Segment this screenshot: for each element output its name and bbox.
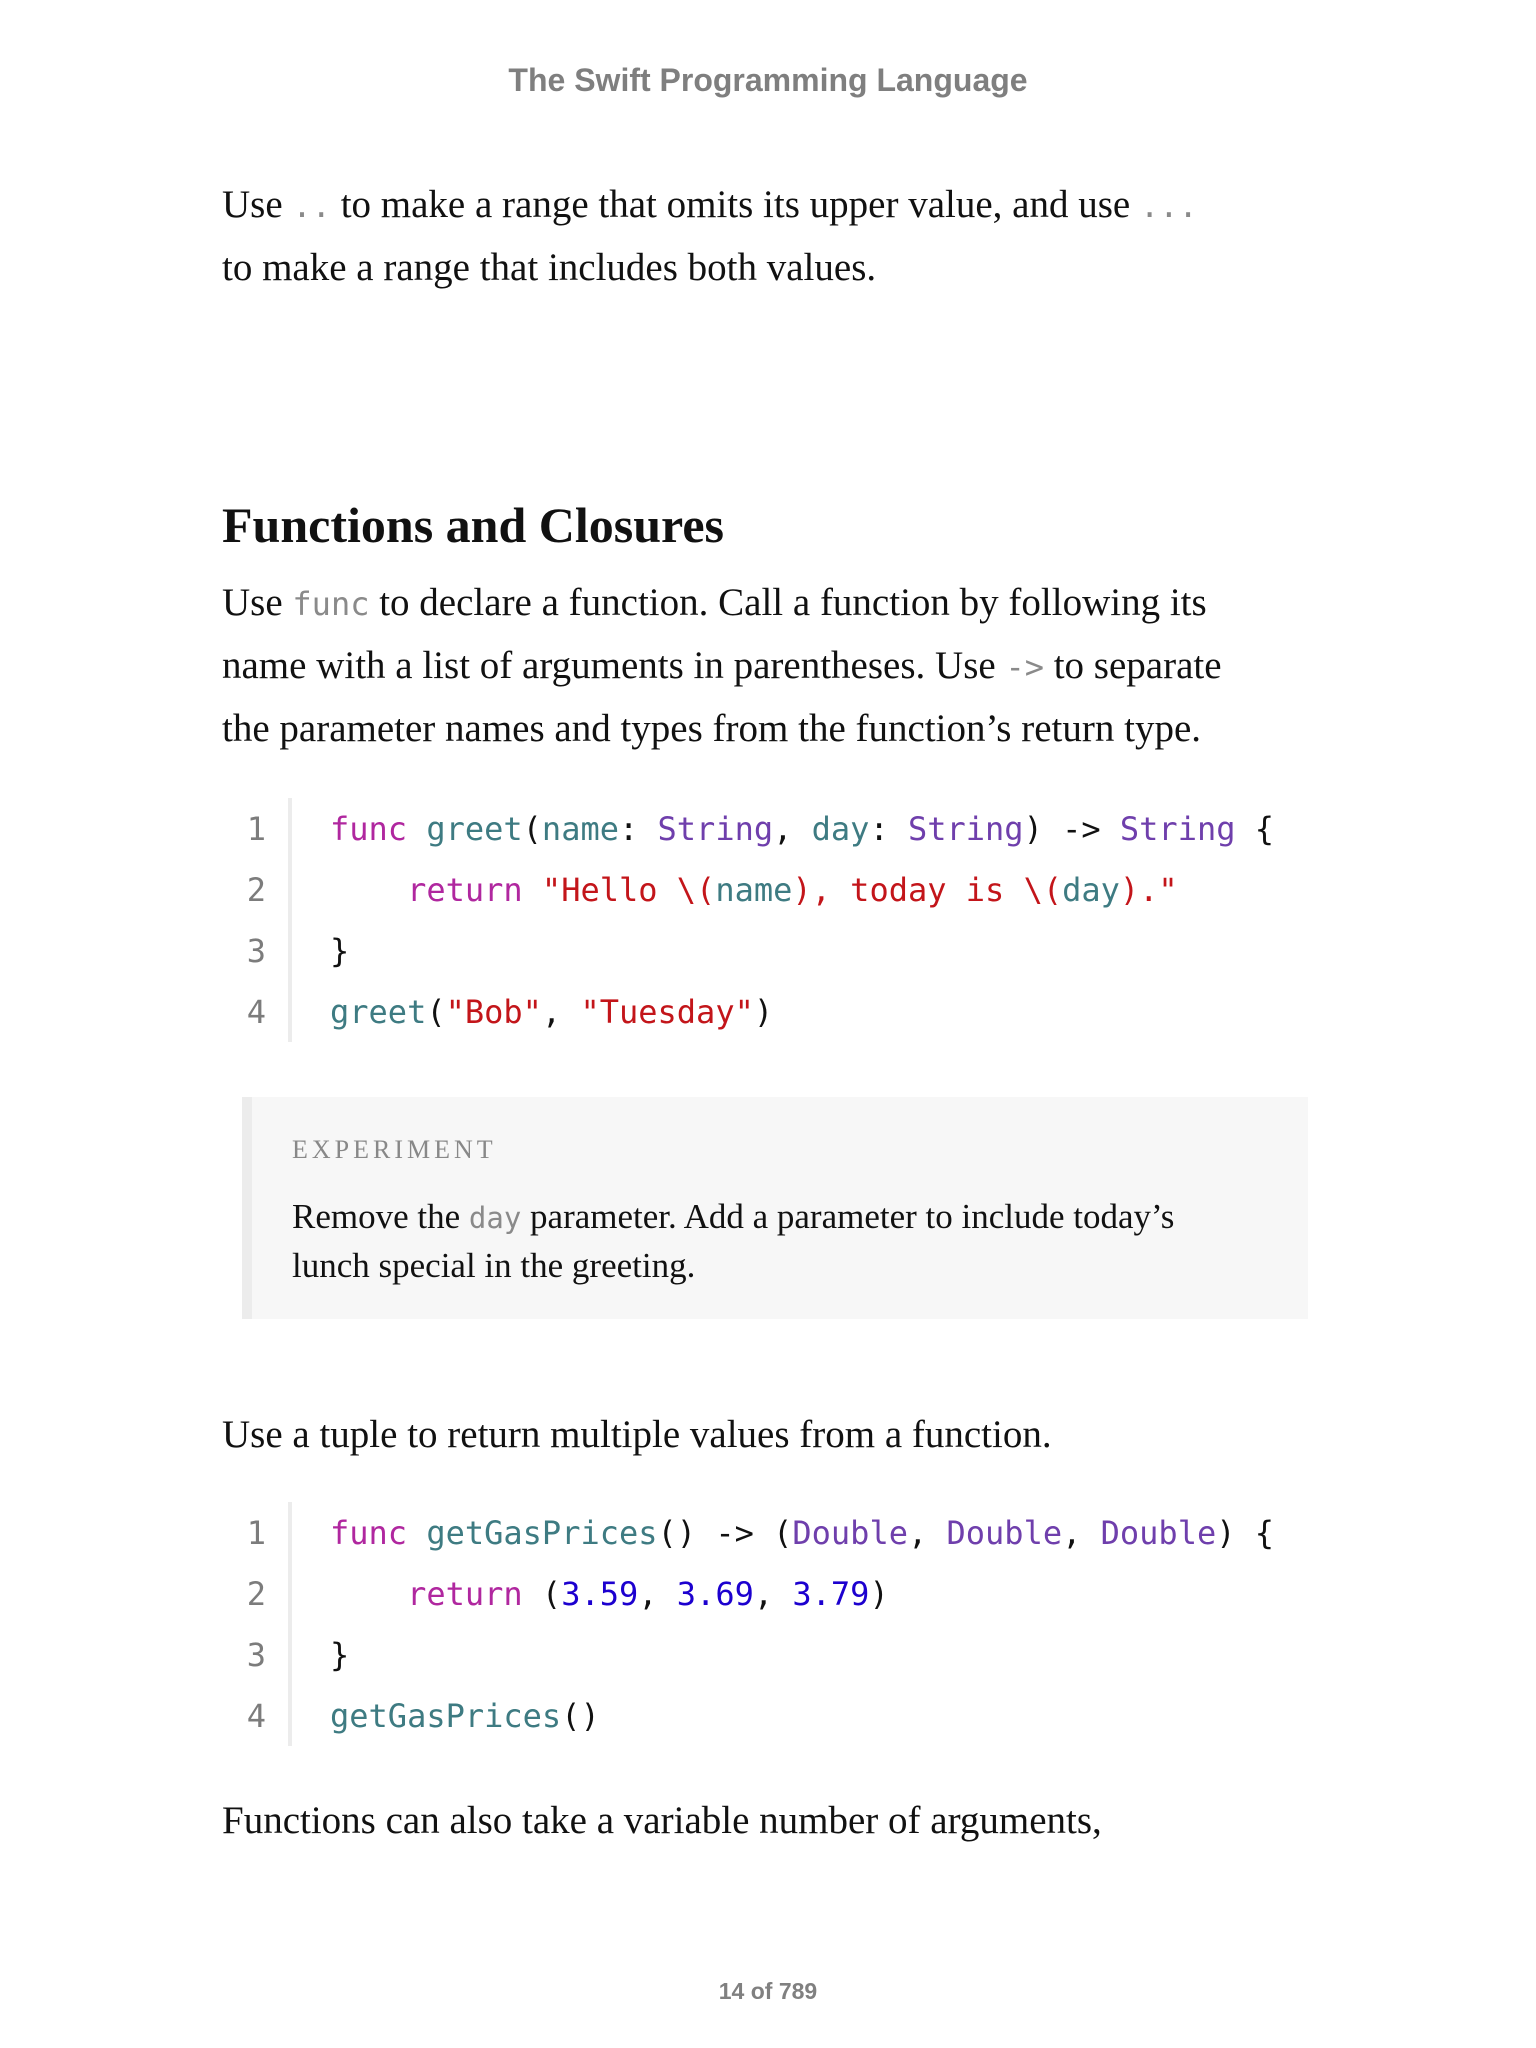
- paragraph-line: to make a range that includes both values.: [222, 246, 877, 289]
- code-text: func getGasPrices() -> (Double, Double, Double) {: [330, 1513, 1275, 1552]
- code-text: return (3.59, 3.69, 3.79): [407, 1574, 889, 1613]
- gutter-divider: [288, 981, 292, 1042]
- line-number: 3: [246, 1635, 266, 1674]
- inline-code: ...: [1139, 187, 1198, 225]
- gutter-divider: [288, 1685, 292, 1746]
- text-span: to separate: [1043, 644, 1222, 687]
- paragraph-variadic: Functions can also take a variable number of arguments,: [222, 1799, 1102, 1842]
- text-span: to make a range that omits its upper value, and use: [330, 183, 1140, 226]
- paragraph-tuple: Use a tuple to return multiple values from a function.: [222, 1413, 1052, 1456]
- code-text: func greet(name: String, day: String) -> String {: [330, 809, 1275, 848]
- paragraph-line: [222, 572, 1342, 635]
- code-line: [222, 981, 1342, 1042]
- code-text: greet("Bob", "Tuesday"): [330, 992, 774, 1031]
- paragraph-line: [222, 174, 1342, 237]
- gutter-divider: [288, 859, 292, 920]
- inline-code: ->: [1005, 648, 1044, 686]
- paragraph-functions-intro: [222, 572, 1342, 759]
- code-text: return "Hello \(name), today is \(day).": [407, 870, 1178, 909]
- code-text: }: [330, 1635, 350, 1674]
- text-span: Use: [222, 581, 293, 624]
- experiment-callout: [242, 1097, 1308, 1319]
- experiment-label: EXPERIMENT: [292, 1135, 497, 1164]
- line-number: 2: [246, 1574, 266, 1613]
- page-indicator: 14 of 789: [718, 1978, 818, 2004]
- code-block-gas-prices: [222, 1502, 1342, 1746]
- text-span: parameter. Add a parameter to include today’s: [521, 1197, 1175, 1236]
- line-number: 4: [246, 992, 266, 1031]
- gutter-divider: [288, 1502, 292, 1563]
- code-line: [222, 859, 1342, 920]
- inline-code: func: [292, 585, 370, 623]
- paragraph-line: [292, 1193, 1292, 1242]
- gutter-divider: [288, 798, 292, 859]
- paragraph-line: the parameter names and types from the function’s return type.: [222, 707, 1201, 750]
- gutter-divider: [288, 1563, 292, 1624]
- paragraph-line: [222, 635, 1342, 698]
- text-span: Remove the: [292, 1197, 469, 1236]
- book-title: The Swift Programming Language: [508, 62, 1028, 98]
- gutter-divider: [288, 1624, 292, 1685]
- gutter-divider: [288, 920, 292, 981]
- line-number: 1: [246, 1513, 266, 1552]
- line-number: 2: [246, 870, 266, 909]
- text-span: name with a list of arguments in parentheses. Use: [222, 644, 1006, 687]
- paragraph-line: lunch special in the greeting.: [292, 1246, 696, 1285]
- code-line: [222, 1685, 1342, 1746]
- code-block-greet: [222, 798, 1342, 1042]
- section-heading: Functions and Closures: [222, 497, 724, 553]
- line-number: 1: [246, 809, 266, 848]
- inline-code: day: [468, 1201, 522, 1235]
- code-line: [222, 1502, 1342, 1563]
- code-line: [222, 1563, 1342, 1624]
- code-line: [222, 798, 1342, 859]
- line-number: 3: [246, 931, 266, 970]
- paragraph-range-operators: [222, 174, 1342, 298]
- code-line: [222, 920, 1342, 981]
- line-number: 4: [246, 1696, 266, 1735]
- code-line: [222, 1624, 1342, 1685]
- code-text: }: [330, 931, 350, 970]
- code-text: getGasPrices(): [330, 1696, 600, 1735]
- experiment-text: [292, 1193, 1292, 1290]
- text-span: to declare a function. Call a function by following its: [369, 581, 1207, 624]
- text-span: Use: [222, 183, 293, 226]
- inline-code: ..: [292, 187, 331, 225]
